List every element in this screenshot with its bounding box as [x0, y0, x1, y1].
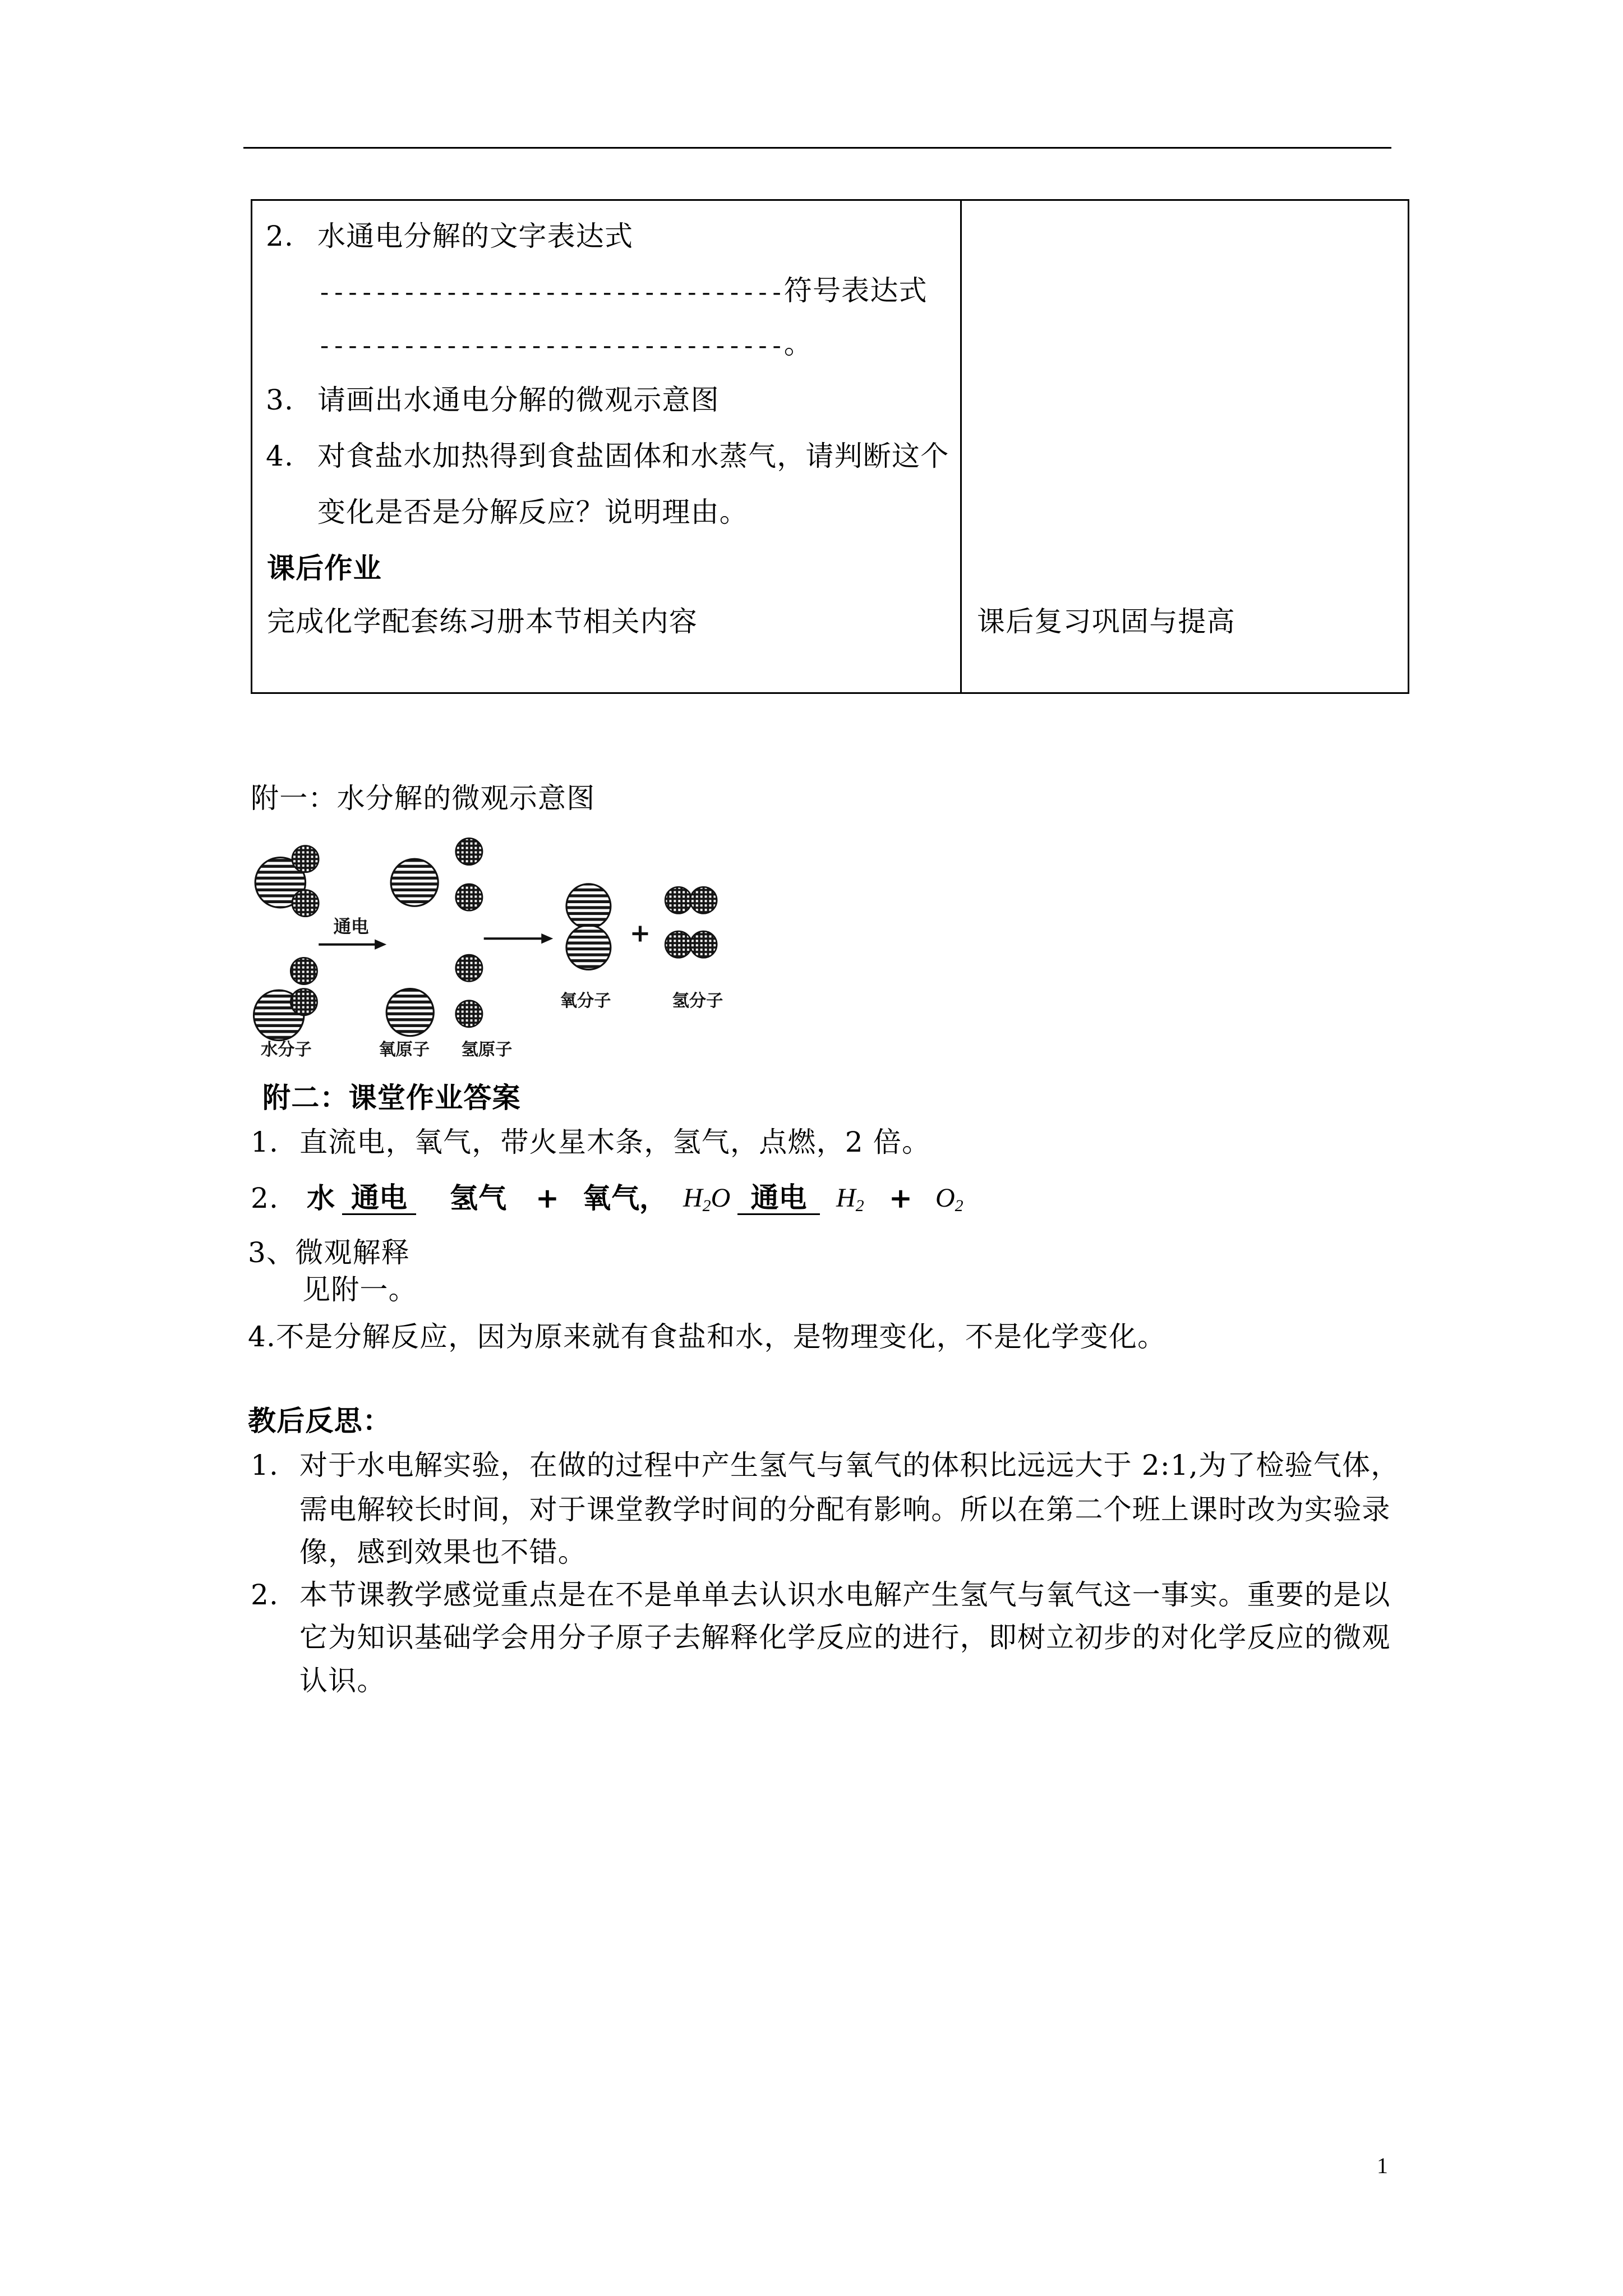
- oxygen-molecule: [566, 884, 611, 970]
- word-equation-product-1: 氢气: [450, 1181, 508, 1214]
- homework-title: 课后作业: [267, 551, 382, 585]
- symbol-equation-blank: ---------------------------------: [317, 334, 784, 361]
- symbol-equation-end: 。: [783, 328, 813, 360]
- symbol-h: H: [836, 1183, 856, 1213]
- word-equation-reactant: 水: [307, 1181, 336, 1214]
- item-4-line-1: 对食盐水加热得到食盐固体和水蒸气，请判断这个: [317, 440, 949, 472]
- hydrogen-atom-circle: [456, 884, 482, 910]
- equation-separator: ，: [639, 1181, 668, 1214]
- hydrogen-atom-circle: [291, 989, 317, 1015]
- separated-atoms: [386, 838, 482, 1036]
- reflection-2-line-1: 本节课教学感觉重点是在不是单单去认识水电解产生氢气与氧气这一事实。重要的是以: [299, 1579, 1391, 1611]
- header-rule: [243, 147, 1391, 149]
- water-molecule-top: [255, 846, 319, 917]
- diagram-condition-label: 通电: [333, 917, 369, 937]
- word-equation-product-2: 氧气: [583, 1181, 640, 1214]
- appendix-1-title: 附一：水分解的微观示意图: [251, 782, 596, 815]
- oxygen-atom-circle: [566, 884, 611, 928]
- table-column-divider: [960, 201, 962, 692]
- answer-1-number: 1.: [251, 1126, 279, 1158]
- reaction-arrow-2: [484, 933, 554, 944]
- hydrogen-atom-circle: [292, 890, 319, 916]
- label-hydrogen-atom: 氢原子: [461, 1039, 513, 1060]
- hydrogen-atom-circle: [456, 955, 482, 981]
- answer-2-number: 2.: [251, 1182, 279, 1214]
- hydrogen-atom-circle: [456, 1001, 482, 1027]
- symbol-equation-product-2: [935, 1181, 963, 1215]
- item-4-number: 4.: [266, 440, 294, 472]
- reflection-1-line-3: 像，感到效果也不错。: [299, 1536, 587, 1568]
- symbol-equation-line: [317, 327, 813, 364]
- symbol-equation-label: 符号表达式: [783, 274, 928, 307]
- oxygen-atom-circle: [566, 926, 611, 970]
- label-hydrogen-molecule: 氢分子: [672, 991, 723, 1011]
- reflection-1-number: 1.: [251, 1449, 279, 1481]
- word-equation-blank: ---------------------------------: [317, 280, 784, 307]
- subscript-2: 2: [955, 1197, 963, 1215]
- item-3-number: 3.: [266, 384, 294, 416]
- word-equation-condition: 通电: [342, 1181, 416, 1215]
- subscript-2: 2: [702, 1197, 711, 1215]
- answer-3-title: 3、微观解释: [248, 1236, 411, 1269]
- reflection-2-line-2: 它为知识基础学会用分子原子去解释化学反应的进行，即树立初步的对化学反应的微观: [299, 1621, 1391, 1654]
- diagram-plus-sign: +: [629, 918, 651, 948]
- reflection-1-line-2: 需电解较长时间，对于课堂教学时间的分配有影响。所以在第二个班上课时改为实验录: [299, 1493, 1391, 1526]
- hydrogen-atom-circle: [292, 846, 319, 872]
- symbol-equation-reactant: [683, 1181, 730, 1215]
- oxygen-atom-circle: [391, 859, 438, 906]
- symbol-equation-plus: +: [889, 1181, 914, 1214]
- item-3-text: 请画出水通电分解的微观示意图: [317, 384, 720, 416]
- reflection-title: 教后反思：: [248, 1404, 391, 1437]
- water-decomposition-diagram: [248, 823, 749, 1067]
- review-note: 课后复习巩固与提高: [977, 605, 1235, 638]
- word-equation-line: [317, 274, 928, 311]
- hydrogen-atom-circle: [690, 887, 717, 913]
- label-water-molecule: 水分子: [261, 1039, 312, 1060]
- symbol-h: H: [683, 1183, 703, 1213]
- label-oxygen-molecule: 氧分子: [560, 991, 611, 1011]
- reflection-2-number: 2.: [251, 1579, 279, 1611]
- item-4-line-2: 变化是否是分解反应？说明理由。: [317, 496, 748, 528]
- answer-3-text: 见附一。: [302, 1273, 417, 1306]
- oxygen-atom-circle: [386, 989, 434, 1036]
- word-equation-plus: +: [536, 1181, 560, 1214]
- hydrogen-atom-circle: [690, 931, 717, 958]
- item-2-number: 2.: [266, 220, 294, 252]
- page-number: 1: [1377, 2153, 1388, 2178]
- answer-1-text: 直流电，氧气，带火星木条，氢气，点燃，2 倍。: [299, 1126, 931, 1158]
- reaction-arrow-1: [319, 939, 386, 949]
- appendix-2-title: 附二：课堂作业答案: [262, 1081, 521, 1114]
- hydrogen-atom-circle: [665, 931, 691, 958]
- symbol-equation-product-1: [836, 1181, 864, 1215]
- hydrogen-atom-circle: [456, 838, 482, 864]
- symbol-o: O: [935, 1183, 955, 1213]
- subscript-2: 2: [855, 1197, 864, 1215]
- hydrogen-atom-circle: [291, 958, 317, 984]
- answer-4-text: 4.不是分解反应，因为原来就有食盐和水，是物理变化，不是化学变化。: [248, 1320, 1166, 1353]
- homework-text: 完成化学配套练习册本节相关内容: [267, 605, 698, 638]
- label-oxygen-atom: 氧原子: [379, 1039, 430, 1060]
- symbol-o: O: [711, 1183, 731, 1213]
- reflection-2-line-3: 认识。: [299, 1664, 386, 1697]
- hydrogen-atom-circle: [665, 887, 691, 913]
- reflection-1-line-1: 对于水电解实验，在做的过程中产生氢气与氧气的体积比远远大于 2:1,为了检验气体，: [299, 1449, 1400, 1481]
- symbol-equation-condition: 通电: [737, 1181, 820, 1215]
- item-2-text: 水通电分解的文字表达式: [317, 220, 634, 252]
- hydrogen-molecules: [665, 887, 717, 958]
- water-molecule-bottom: [254, 958, 317, 1040]
